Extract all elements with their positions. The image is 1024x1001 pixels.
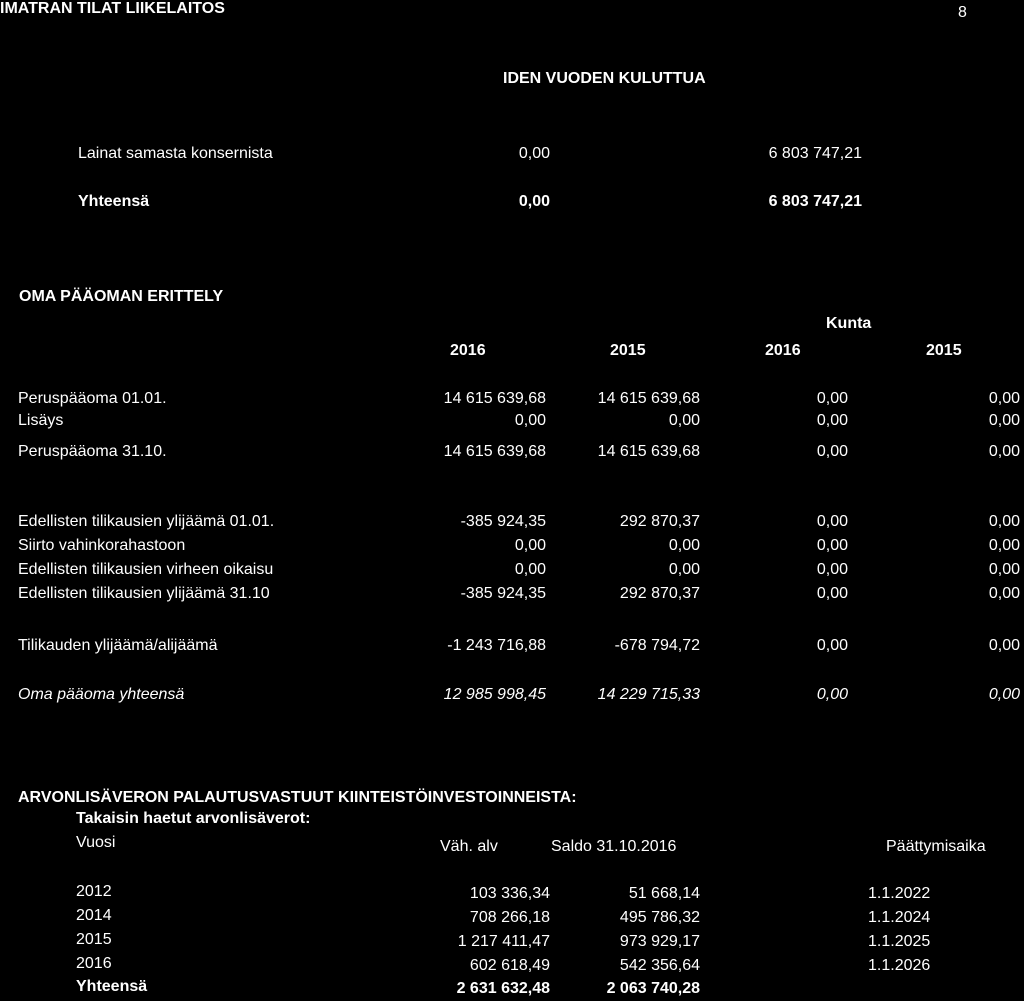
equity-cell: 0,00 — [816, 537, 848, 554]
vat-header-saldo: Saldo 31.10.2016 — [551, 838, 677, 855]
equity-cell: 292 870,37 — [619, 513, 700, 530]
vat-row-vah: 708 266,18 — [469, 909, 550, 926]
equity-cell: -1 243 716,88 — [447, 637, 546, 654]
equity-cell: 0,00 — [816, 585, 848, 602]
equity-cell: 14 615 639,68 — [443, 390, 546, 407]
equity-cell: 0,00 — [816, 637, 848, 654]
loans-row-value-1: 0,00 — [518, 145, 550, 162]
equity-cell: 14 615 639,68 — [597, 443, 700, 460]
equity-row-label: Edellisten tilikausien virheen oikaisu — [18, 561, 274, 578]
equity-section-title: OMA PÄÄOMAN ERITTELY — [19, 288, 224, 305]
equity-cell: 0,00 — [514, 537, 546, 554]
equity-cell: 0,00 — [816, 513, 848, 530]
equity-cell: 0,00 — [514, 412, 546, 429]
equity-cell: -385 924,35 — [460, 585, 546, 602]
equity-row-label: Edellisten tilikausien ylijäämä 01.01. — [18, 513, 275, 530]
equity-cell: 0,00 — [816, 412, 848, 429]
equity-cell: 292 870,37 — [619, 585, 700, 602]
equity-cell: 0,00 — [816, 443, 848, 460]
equity-cell: 0,00 — [514, 561, 546, 578]
equity-row-label: Peruspääoma 31.10. — [18, 443, 167, 460]
vat-row-vah: 602 618,49 — [469, 957, 550, 974]
vat-row-saldo: 495 786,32 — [619, 909, 700, 926]
equity-cell: -678 794,72 — [614, 637, 700, 654]
equity-row-label: Lisäys — [18, 412, 64, 429]
equity-cell: 0,00 — [988, 390, 1020, 407]
equity-total-cell: 0,00 — [988, 686, 1020, 703]
equity-total-cell: 12 985 998,45 — [443, 686, 546, 703]
equity-cell: 0,00 — [988, 537, 1020, 554]
loans-total-value-1: 0,00 — [518, 193, 550, 210]
loans-total-label: Yhteensä — [78, 193, 150, 210]
vat-header-vah: Väh. alv — [440, 838, 498, 855]
document-header-title: IMATRAN TILAT LIIKELAITOS — [0, 0, 225, 17]
vat-row-year: 2012 — [76, 883, 112, 900]
equity-row-label: Peruspääoma 01.01. — [18, 390, 167, 407]
equity-row-label: Tilikauden ylijäämä/alijäämä — [18, 637, 218, 654]
equity-year-header: 2016 — [450, 342, 486, 359]
equity-row-label: Edellisten tilikausien ylijäämä 31.10 — [18, 585, 270, 602]
vat-row-year: 2016 — [76, 955, 112, 972]
equity-cell: 0,00 — [988, 412, 1020, 429]
vat-row-year: 2014 — [76, 907, 112, 924]
equity-cell: 0,00 — [988, 513, 1020, 530]
equity-cell: 14 615 639,68 — [443, 443, 546, 460]
equity-cell: 0,00 — [988, 637, 1020, 654]
equity-cell: 0,00 — [816, 561, 848, 578]
vat-row-end: 1.1.2022 — [868, 885, 931, 902]
equity-cell: 0,00 — [988, 585, 1020, 602]
loans-row-label: Lainat samasta konsernista — [78, 145, 273, 162]
equity-year-header: 2016 — [765, 342, 801, 359]
equity-cell: 0,00 — [668, 412, 700, 429]
vat-header-year: Vuosi — [76, 834, 116, 851]
equity-cell: 0,00 — [668, 561, 700, 578]
vat-total-saldo: 2 063 740,28 — [606, 980, 700, 997]
equity-total-cell: 0,00 — [816, 686, 848, 703]
loans-total-value-2: 6 803 747,21 — [768, 193, 862, 210]
equity-year-header: 2015 — [610, 342, 646, 359]
equity-year-header: 2015 — [926, 342, 962, 359]
vat-section-title: ARVONLISÄVERON PALAUTUSVASTUUT KIINTEISTÖINVESTOINNEISTA: — [18, 789, 577, 806]
vat-row-saldo: 51 668,14 — [628, 885, 700, 902]
vat-row-saldo: 542 356,64 — [619, 957, 700, 974]
equity-cell: 0,00 — [668, 537, 700, 554]
equity-total-cell: 14 229 715,33 — [597, 686, 700, 703]
equity-cell: 0,00 — [988, 443, 1020, 460]
vat-row-saldo: 973 929,17 — [619, 933, 700, 950]
vat-row-vah: 1 217 411,47 — [457, 933, 550, 950]
loans-section-title: IDEN VUODEN KULUTTUA — [503, 70, 706, 87]
vat-row-end: 1.1.2025 — [868, 933, 931, 950]
vat-row-end: 1.1.2024 — [868, 909, 931, 926]
vat-row-end: 1.1.2026 — [868, 957, 931, 974]
vat-row-year: 2015 — [76, 931, 112, 948]
vat-total-label: Yhteensä — [76, 978, 148, 995]
equity-cell: 0,00 — [988, 561, 1020, 578]
equity-group-label: Kunta — [826, 315, 872, 332]
equity-cell: -385 924,35 — [460, 513, 546, 530]
loans-row-value-2: 6 803 747,21 — [768, 145, 862, 162]
equity-cell: 14 615 639,68 — [597, 390, 700, 407]
equity-row-label: Siirto vahinkorahastoon — [18, 537, 186, 554]
page-number: 8 — [958, 4, 967, 21]
vat-row-vah: 103 336,34 — [469, 885, 550, 902]
equity-cell: 0,00 — [816, 390, 848, 407]
vat-total-vah: 2 631 632,48 — [456, 980, 550, 997]
equity-total-label: Oma pääoma yhteensä — [18, 686, 185, 703]
vat-header-end: Päättymisaika — [886, 838, 986, 855]
vat-subtitle: Takaisin haetut arvonlisäverot: — [76, 810, 311, 827]
